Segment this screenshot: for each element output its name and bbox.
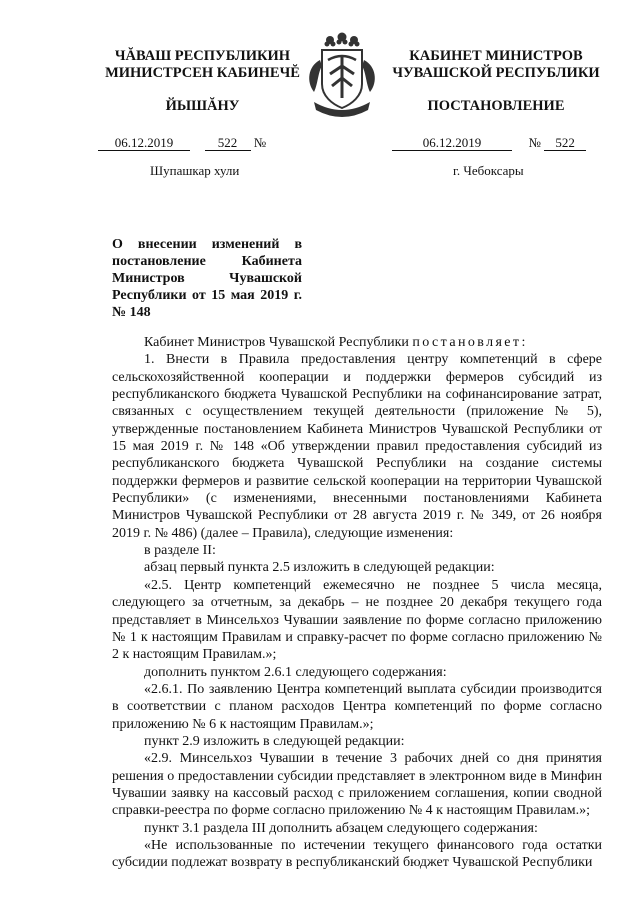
number-line-russian <box>392 135 586 151</box>
doc-number-russian: 522 <box>544 136 586 151</box>
coat-of-arms-emblem <box>300 32 384 124</box>
doctype-chuvash: ЙЫШĂНУ <box>165 98 240 114</box>
paragraph: в разделе II: <box>144 543 216 559</box>
document-body <box>112 334 602 872</box>
doc-date-chuvash: 06.12.2019 <box>98 136 190 151</box>
issuer-russian-line1: КАБИНЕТ МИНИСТРОВ <box>409 48 583 64</box>
paragraph: дополнить пунктом 2.6.1 следующего содержания: <box>144 664 447 680</box>
number-sign-russian: № <box>528 135 541 150</box>
doctype-russian: ПОСТАНОВЛЕНИЕ <box>427 98 565 114</box>
place-russian: г. Чебоксары <box>453 163 524 178</box>
paragraph: «2.6.1. По заявлению Центра компетенций выплата субсидии производится в соответствии с планом расходов Центра компетенций по форме согласно приложению № 6 к настоящим Правилам.»; <box>112 681 602 732</box>
issuer-russian <box>380 48 612 82</box>
preamble-subject: Кабинет Министров Чувашской Республики <box>144 335 409 350</box>
paragraph: «Не использованные по истечении текущего финансового года остатки субсидии подлежат возврату в республиканский бюджет Чувашской Республики <box>112 837 602 871</box>
paragraph: 1. Внести в Правила предоставления центру компетенций в сфере сельскохозяйственной кооперации и поддержки фермеров субсидий из республиканского бюджета Чувашской Республики на софинансирование затрат, связанных с осуществлением текущей деятельности (приложение № 5), утвержденные постановлением Кабинета Министров Чувашской Республики от 15 мая 2019 г. № 148 «Об утверждении правил предоставления субсидий из республиканского бюджета Чувашской Республики на создание системы поддержки фермеров и развитие сельской кооперации на территории Чувашской Республики» (с изменениями, внесенными постановлениями Кабинета Министров Чувашской Республики от 28 августа 2019 г. № 349, от 26 ноября 2019 г. № 486) (далее – Правила), следующие изменения: <box>112 352 602 541</box>
number-line-chuvash <box>98 135 266 151</box>
paragraph: пункт 3.1 раздела III дополнить абзацем следующего содержания: <box>144 820 538 836</box>
preamble <box>112 334 602 351</box>
preamble-verb: постановляет: <box>412 335 528 350</box>
paragraph: абзац первый пункта 2.5 изложить в следующей редакции: <box>144 560 495 576</box>
issuer-russian-line2: ЧУВАШСКОЙ РЕСПУБЛИКИ <box>392 65 600 81</box>
paragraph: пункт 2.9 изложить в следующей редакции: <box>144 733 405 749</box>
place-chuvash: Шупашкар хули <box>150 163 240 178</box>
paragraph: «2.5. Центр компетенций ежемесячно не позднее 5 числа месяца, следующего за отчетным, за декабрь – не позднее 20 декабря текущего года представляет в Минсельхоз Чувашии заявление по форме согласно приложению № 1 к настоящим Правилам и справку-расчет по форме согласно приложению № 2 к настоящим Правилам.»; <box>112 577 602 663</box>
doc-number-chuvash: 522 <box>205 136 251 151</box>
issuer-chuvash-line2: МИНИСТРСЕН КАБИНЕЧĔ <box>105 65 300 81</box>
number-sign-chuvash: № <box>253 135 267 150</box>
issuer-chuvash <box>95 48 310 82</box>
doc-date-russian: 06.12.2019 <box>392 136 512 151</box>
document-title: О внесении изменений в постановление Кабинета Министров Чувашской Республики от 15 мая 2019 г. № 148 <box>112 237 302 320</box>
paragraph: «2.9. Минсельхоз Чувашии в течение 3 рабочих дней со дня принятия решения о предоставлении субсидии представляет в электронном виде в Минфин Чувашии заявку на кассовый расход с приложением соглашения, копии сводной справки-реестра по форме согласно приложению № 4 к настоящим Правилам.»; <box>112 751 602 819</box>
issuer-chuvash-line1: ЧĂВАШ РЕСПУБЛИКИН <box>114 48 291 64</box>
